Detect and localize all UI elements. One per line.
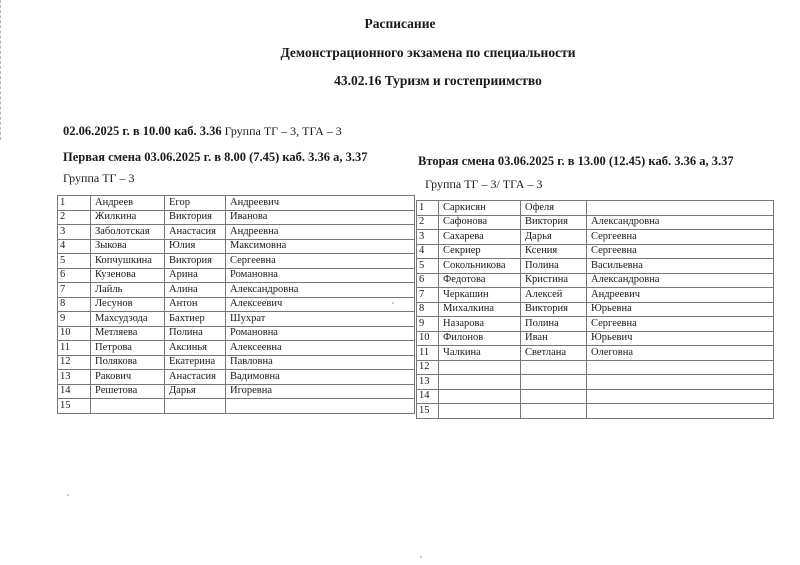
table-row <box>417 259 774 274</box>
table-row <box>58 283 415 298</box>
table-row <box>417 346 774 361</box>
patronymic-cell: Игоревна <box>226 384 415 399</box>
row-number-cell: 11 <box>417 346 439 361</box>
row-number-cell: 1 <box>58 196 91 211</box>
table-row <box>58 196 415 211</box>
surname-cell: Саркисян <box>439 201 521 216</box>
scan-speck <box>392 302 394 304</box>
patronymic-cell: Иванова <box>226 210 415 225</box>
first-name-cell: Анастасия <box>165 370 226 385</box>
patronymic-cell: Андреевич <box>587 288 774 303</box>
surname-cell: Сафонова <box>439 215 521 230</box>
shift2-heading: Вторая смена 03.06.2025 г. в 13.00 (12.45) каб. 3.36 а, 3.37 <box>418 154 734 168</box>
first-name-cell: Алексей <box>521 288 587 303</box>
patronymic-cell: Александровна <box>587 273 774 288</box>
row-number-cell: 2 <box>417 215 439 230</box>
surname-cell: Полякова <box>91 355 165 370</box>
row-number-cell: 3 <box>417 230 439 245</box>
surname-cell: Михалкина <box>439 302 521 317</box>
first-exam-group: Группа ТГ – 3, ТГА – 3 <box>224 124 342 138</box>
table-row <box>58 312 415 327</box>
surname-cell: Чалкина <box>439 346 521 361</box>
table-row <box>417 331 774 346</box>
first-name-cell: Арина <box>165 268 226 283</box>
patronymic-cell <box>587 404 774 419</box>
patronymic-cell: Олеговна <box>587 346 774 361</box>
row-number-cell: 15 <box>58 399 91 414</box>
patronymic-cell: Сергеевна <box>587 244 774 259</box>
row-number-cell: 9 <box>417 317 439 332</box>
patronymic-cell: Александровна <box>587 215 774 230</box>
shift1-table <box>57 195 415 414</box>
table-row <box>58 297 415 312</box>
first-name-cell <box>521 375 587 390</box>
first-name-cell: Полина <box>521 259 587 274</box>
surname-cell: Назарова <box>439 317 521 332</box>
row-number-cell: 10 <box>417 331 439 346</box>
table-row <box>58 239 415 254</box>
surname-cell: Копчушкина <box>91 254 165 269</box>
table-row <box>58 268 415 283</box>
patronymic-cell: Юрьевич <box>587 331 774 346</box>
patronymic-cell: Романовна <box>226 268 415 283</box>
first-name-cell: Бахтиер <box>165 312 226 327</box>
surname-cell <box>439 375 521 390</box>
first-name-cell: Кристина <box>521 273 587 288</box>
scan-speck <box>420 556 422 558</box>
shift2-group: Группа ТГ – 3/ ТГА – 3 <box>425 177 543 191</box>
first-name-cell: Анастасия <box>165 225 226 240</box>
patronymic-cell <box>587 389 774 404</box>
first-name-cell: Виктория <box>165 254 226 269</box>
first-exam-line <box>63 124 342 139</box>
patronymic-cell: Вадимовна <box>226 370 415 385</box>
table-row <box>58 326 415 341</box>
patronymic-cell: Алексеевна <box>226 341 415 356</box>
first-name-cell: Антон <box>165 297 226 312</box>
row-number-cell: 9 <box>58 312 91 327</box>
first-name-cell: Полина <box>165 326 226 341</box>
row-number-cell: 2 <box>58 210 91 225</box>
first-name-cell: Виктория <box>521 302 587 317</box>
specialty-line: 43.02.16 Туризм и гостеприимство <box>334 73 542 88</box>
first-name-cell: Дарья <box>165 384 226 399</box>
row-number-cell: 4 <box>417 244 439 259</box>
patronymic-cell <box>587 360 774 375</box>
patronymic-cell: Андреевна <box>226 225 415 240</box>
row-number-cell: 6 <box>58 268 91 283</box>
surname-cell: Петрова <box>91 341 165 356</box>
table-row <box>417 215 774 230</box>
first-name-cell: Иван <box>521 331 587 346</box>
patronymic-cell: Алексеевич <box>226 297 415 312</box>
surname-cell: Зыкова <box>91 239 165 254</box>
surname-cell: Сахарева <box>439 230 521 245</box>
shift2-table <box>416 200 774 419</box>
patronymic-cell: Юрьевна <box>587 302 774 317</box>
table-row <box>417 404 774 419</box>
surname-cell: Заболотская <box>91 225 165 240</box>
patronymic-cell <box>587 201 774 216</box>
table-row <box>417 230 774 245</box>
patronymic-cell <box>226 399 415 414</box>
table-row <box>417 201 774 216</box>
surname-cell: Жилкина <box>91 210 165 225</box>
patronymic-cell: Максимовна <box>226 239 415 254</box>
table-row <box>58 370 415 385</box>
first-name-cell <box>521 404 587 419</box>
first-name-cell: Дарья <box>521 230 587 245</box>
row-number-cell: 8 <box>58 297 91 312</box>
table-row <box>58 341 415 356</box>
first-name-cell: Ксения <box>521 244 587 259</box>
surname-cell: Лесунов <box>91 297 165 312</box>
first-name-cell: Екатерина <box>165 355 226 370</box>
surname-cell: Сокольникова <box>439 259 521 274</box>
surname-cell: Решетова <box>91 384 165 399</box>
table-row <box>58 254 415 269</box>
first-exam-date: 02.06.2025 г. в 10.00 каб. 3.36 <box>63 124 222 138</box>
patronymic-cell: Сергеевна <box>226 254 415 269</box>
table-row <box>58 210 415 225</box>
document-subtitle: Демонстрационного экзамена по специальности <box>280 45 576 60</box>
table-row <box>417 389 774 404</box>
row-number-cell: 1 <box>417 201 439 216</box>
table-row <box>417 360 774 375</box>
patronymic-cell: Романовна <box>226 326 415 341</box>
surname-cell: Андреев <box>91 196 165 211</box>
surname-cell: Лайль <box>91 283 165 298</box>
surname-cell: Федотова <box>439 273 521 288</box>
row-number-cell: 3 <box>58 225 91 240</box>
table-row <box>58 384 415 399</box>
row-number-cell: 8 <box>417 302 439 317</box>
surname-cell <box>439 404 521 419</box>
patronymic-cell: Сергеевна <box>587 230 774 245</box>
row-number-cell: 7 <box>58 283 91 298</box>
first-name-cell <box>165 399 226 414</box>
surname-cell: Метляева <box>91 326 165 341</box>
surname-cell: Ракович <box>91 370 165 385</box>
table-row <box>58 355 415 370</box>
shift1-heading: Первая смена 03.06.2025 г. в 8.00 (7.45) каб. 3.36 а, 3.37 <box>63 150 368 164</box>
surname-cell: Махсудзода <box>91 312 165 327</box>
surname-cell <box>439 389 521 404</box>
row-number-cell: 13 <box>58 370 91 385</box>
first-name-cell: Аксинья <box>165 341 226 356</box>
row-number-cell: 14 <box>58 384 91 399</box>
scan-speck <box>67 494 69 496</box>
first-name-cell: Светлана <box>521 346 587 361</box>
table-row <box>417 288 774 303</box>
row-number-cell: 13 <box>417 375 439 390</box>
table-row <box>417 317 774 332</box>
first-name-cell <box>521 360 587 375</box>
shift1-group: Группа ТГ – 3 <box>63 171 135 185</box>
row-number-cell: 10 <box>58 326 91 341</box>
row-number-cell: 7 <box>417 288 439 303</box>
surname-cell: Секриер <box>439 244 521 259</box>
row-number-cell: 14 <box>417 389 439 404</box>
table-row <box>58 399 415 414</box>
row-number-cell: 5 <box>417 259 439 274</box>
surname-cell: Кузенова <box>91 268 165 283</box>
first-name-cell: Егор <box>165 196 226 211</box>
document-title: Расписание <box>364 16 436 31</box>
first-name-cell: Офеля <box>521 201 587 216</box>
table-row <box>417 273 774 288</box>
patronymic-cell: Сергеевна <box>587 317 774 332</box>
table-row <box>58 225 415 240</box>
first-name-cell: Виктория <box>521 215 587 230</box>
table-row <box>417 375 774 390</box>
surname-cell: Филонов <box>439 331 521 346</box>
table-row <box>417 244 774 259</box>
surname-cell <box>91 399 165 414</box>
patronymic-cell: Васильевна <box>587 259 774 274</box>
row-number-cell: 12 <box>417 360 439 375</box>
first-name-cell: Алина <box>165 283 226 298</box>
surname-cell <box>439 360 521 375</box>
row-number-cell: 15 <box>417 404 439 419</box>
patronymic-cell <box>587 375 774 390</box>
patronymic-cell: Александровна <box>226 283 415 298</box>
surname-cell: Черкашин <box>439 288 521 303</box>
patronymic-cell: Андреевич <box>226 196 415 211</box>
patronymic-cell: Шухрат <box>226 312 415 327</box>
row-number-cell: 12 <box>58 355 91 370</box>
patronymic-cell: Павловна <box>226 355 415 370</box>
first-name-cell: Полина <box>521 317 587 332</box>
first-name-cell: Юлия <box>165 239 226 254</box>
row-number-cell: 5 <box>58 254 91 269</box>
row-number-cell: 4 <box>58 239 91 254</box>
first-name-cell <box>521 389 587 404</box>
row-number-cell: 6 <box>417 273 439 288</box>
row-number-cell: 11 <box>58 341 91 356</box>
first-name-cell: Виктория <box>165 210 226 225</box>
table-row <box>417 302 774 317</box>
